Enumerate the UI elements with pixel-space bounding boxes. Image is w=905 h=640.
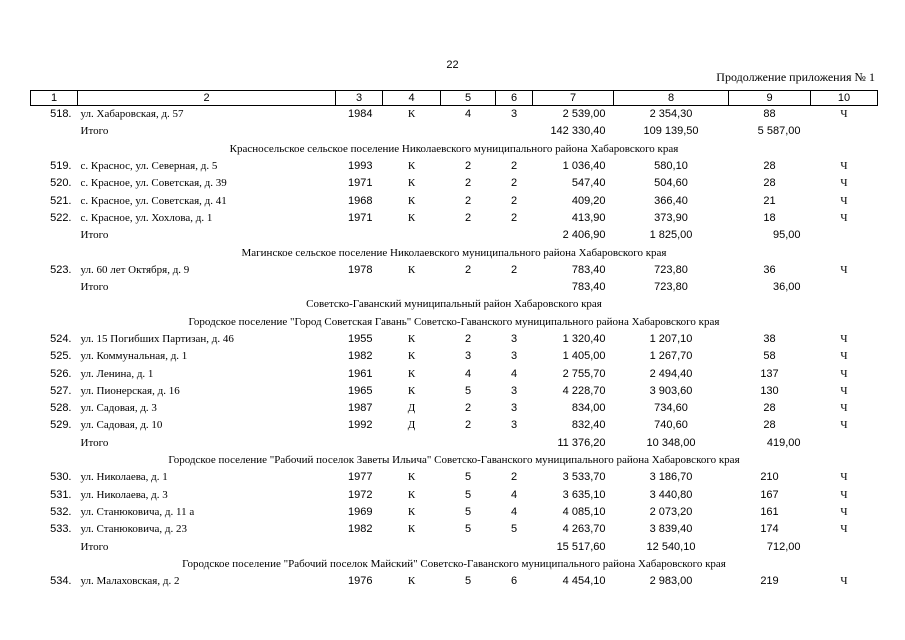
living-area: 109 139,50	[643, 125, 699, 138]
row-number: 521.	[50, 194, 72, 207]
row-number: 529.	[50, 419, 72, 432]
row-number: 532.	[50, 505, 72, 518]
total-area: 2 755,70	[562, 367, 606, 380]
ownership-flag	[811, 435, 878, 452]
total-label: Итого	[80, 229, 109, 242]
residents-count: 174	[760, 523, 779, 536]
ownership-flag: Ч	[840, 350, 848, 363]
section-heading	[31, 452, 878, 469]
entrances: 2	[510, 177, 518, 190]
year-built: 1993	[348, 160, 373, 173]
row-number: 530.	[50, 471, 72, 484]
table-row	[31, 400, 878, 417]
residents-count: 21	[763, 194, 776, 207]
year-built: 1977	[348, 471, 373, 484]
ownership-flag: Ч	[840, 108, 848, 121]
entrances: 4	[510, 505, 518, 518]
living-area: 740,60	[654, 419, 688, 432]
row-number: 526.	[50, 367, 72, 380]
total-area: 832,40	[571, 419, 606, 432]
living-area: 734,60	[654, 402, 688, 415]
section-title: Магинское сельское поселение Николаевского муниципального района Хабаровского края	[241, 246, 667, 259]
residents-count: 419,00	[766, 436, 801, 449]
table-body	[31, 91, 878, 591]
section-title: Городское поселение "Город Советская Гавань" Советско-Гаванского муниципального района Хабаровского края	[188, 315, 720, 328]
wall-material: К	[407, 108, 416, 121]
year-built: 1987	[348, 402, 373, 415]
entrances: 3	[510, 350, 518, 363]
year-built: 1965	[348, 384, 373, 397]
residents-count: 36,00	[772, 281, 801, 294]
table-row	[31, 417, 878, 434]
year-built	[336, 279, 383, 296]
table-row	[31, 331, 878, 348]
wall-material: К	[407, 384, 416, 397]
living-area: 1 207,10	[649, 333, 693, 345]
total-area: 1 405,00	[562, 350, 606, 363]
total-area: 413,90	[571, 211, 606, 224]
wall-material: К	[407, 177, 416, 190]
total-row	[31, 538, 878, 555]
wall-material: К	[407, 160, 416, 173]
total-area: 4 085,10	[562, 505, 606, 518]
wall-material	[383, 435, 441, 452]
wall-material: К	[407, 367, 416, 380]
wall-material	[383, 123, 441, 140]
page-number: 22	[446, 59, 459, 71]
year-built: 1961	[348, 367, 373, 380]
total-area: 783,40	[571, 281, 606, 294]
year-built: 1971	[348, 211, 373, 224]
address: ул. Ленина, д. 1	[80, 367, 154, 380]
residents-count: 28	[763, 419, 776, 432]
total-area: 2 406,90	[562, 229, 606, 242]
living-area: 504,60	[654, 177, 688, 190]
residents-count: 95,00	[772, 229, 801, 242]
living-area: 723,80	[654, 281, 688, 294]
ownership-flag: Ч	[840, 488, 848, 501]
floors	[441, 279, 496, 296]
wall-material: К	[407, 575, 416, 588]
floors: 5	[464, 471, 472, 484]
living-area: 2 494,40	[649, 367, 693, 380]
row-number: 519.	[50, 160, 72, 173]
address: ул. Николаева, д. 1	[80, 471, 168, 484]
year-built: 1984	[348, 108, 373, 121]
year-built	[336, 538, 383, 555]
wall-material: К	[407, 211, 416, 224]
year-built: 1971	[348, 177, 373, 190]
residents-count: 130	[760, 384, 779, 397]
ownership-flag: Ч	[840, 505, 848, 518]
total-area: 409,20	[571, 194, 606, 207]
total-area: 834,00	[571, 402, 606, 415]
address: ул. Николаева, д. 3	[80, 488, 168, 501]
living-area: 2 983,00	[649, 575, 693, 588]
col-header-5: 5	[441, 91, 496, 106]
entrances: 2	[510, 194, 518, 207]
floors: 5	[464, 523, 472, 536]
ownership-flag: Ч	[840, 402, 848, 415]
living-area: 12 540,10	[646, 540, 696, 553]
col-header-8: 8	[614, 91, 729, 106]
address: ул. 60 лет Октября, д. 9	[80, 263, 190, 276]
living-area: 3 440,80	[649, 488, 693, 501]
table-row	[31, 383, 878, 400]
ownership-flag: Ч	[840, 333, 848, 345]
floors: 2	[464, 263, 472, 276]
residents-count: 18	[763, 211, 776, 224]
total-area: 4 263,70	[562, 523, 606, 536]
floors: 2	[464, 177, 472, 190]
year-built: 1978	[348, 263, 373, 276]
address: ул. Пионерская, д. 16	[80, 384, 180, 397]
table-row	[31, 365, 878, 382]
ownership-flag: Ч	[840, 160, 848, 173]
entrances	[496, 227, 533, 244]
row-number: 518.	[50, 108, 72, 121]
living-area: 373,90	[654, 211, 688, 224]
entrances	[496, 123, 533, 140]
floors: 2	[464, 194, 472, 207]
floors: 4	[464, 108, 472, 121]
table-row	[31, 262, 878, 279]
wall-material: К	[407, 523, 416, 536]
total-row	[31, 123, 878, 140]
table-row	[31, 487, 878, 504]
floors: 5	[464, 505, 472, 518]
row-number: 525.	[50, 350, 72, 363]
residents-count: 58	[763, 350, 776, 363]
section-heading	[31, 296, 878, 313]
row-number	[31, 279, 78, 296]
ownership-flag	[811, 279, 878, 296]
wall-material: Д	[407, 402, 416, 415]
total-label: Итого	[80, 540, 109, 553]
residents-count: 36	[763, 263, 776, 276]
living-area: 1 267,70	[649, 350, 693, 363]
entrances: 3	[510, 419, 518, 432]
row-number	[31, 227, 78, 244]
section-heading	[31, 314, 878, 331]
wall-material: Д	[407, 419, 416, 432]
section-title: Красносельское сельское поселение Николаевского муниципального района Хабаровского края	[229, 142, 679, 155]
row-number: 534.	[50, 575, 72, 588]
floors	[441, 435, 496, 452]
entrances: 4	[510, 367, 518, 380]
living-area: 3 839,40	[649, 523, 693, 536]
floors: 5	[464, 384, 472, 397]
living-area: 580,10	[654, 160, 688, 173]
total-area: 4 228,70	[562, 384, 606, 397]
living-area: 3 903,60	[649, 384, 693, 397]
section-title: Городское поселение "Рабочий поселок Заветы Ильича" Советско-Гаванского муниципального района Хабаровского края	[168, 454, 740, 467]
living-area: 2 073,20	[649, 505, 693, 518]
wall-material: К	[407, 333, 416, 345]
floors: 5	[464, 575, 472, 588]
row-number	[31, 435, 78, 452]
row-number: 522.	[50, 211, 72, 224]
year-built: 1982	[348, 523, 373, 536]
wall-material: К	[407, 488, 416, 501]
entrances	[496, 538, 533, 555]
col-header-2: 2	[78, 91, 336, 106]
address: с. Красное, ул. Советская, д. 39	[80, 177, 227, 190]
residents-count: 167	[760, 488, 779, 501]
row-number: 520.	[50, 177, 72, 190]
total-area: 15 517,60	[556, 540, 606, 553]
table-row	[31, 175, 878, 192]
address: ул. Малаховская, д. 2	[80, 575, 180, 588]
total-area: 3 635,10	[562, 488, 606, 501]
address: с. Красное, ул. Хохлова, д. 1	[80, 211, 213, 224]
section-title: Городское поселение "Рабочий поселок Майский" Советско-Гаванского муниципального района Хабаровского края	[182, 557, 726, 570]
floors: 2	[464, 160, 472, 173]
living-area: 3 186,70	[649, 471, 693, 484]
residents-count: 210	[760, 471, 779, 484]
table-row	[31, 210, 878, 227]
total-area: 1 320,40	[562, 333, 606, 345]
total-label: Итого	[80, 281, 109, 294]
ownership-flag: Ч	[840, 177, 848, 190]
entrances: 6	[510, 575, 518, 588]
entrances: 3	[510, 108, 518, 121]
floors: 5	[464, 488, 472, 501]
table-row	[31, 469, 878, 486]
residents-count: 219	[760, 575, 779, 588]
col-header-4: 4	[383, 91, 441, 106]
residents-count: 28	[763, 402, 776, 415]
total-row	[31, 435, 878, 452]
floors: 3	[464, 350, 472, 363]
year-built: 1992	[348, 419, 373, 432]
total-row	[31, 279, 878, 296]
ownership-flag: Ч	[840, 263, 848, 276]
section-heading	[31, 556, 878, 573]
year-built: 1955	[348, 333, 373, 345]
table-row	[31, 348, 878, 365]
col-header-9: 9	[729, 91, 811, 106]
col-header-6: 6	[496, 91, 533, 106]
continuation-note: Продолжение приложения № 1	[716, 70, 875, 84]
address: ул. Станюковича, д. 11 а	[80, 505, 195, 518]
col-header-1: 1	[31, 91, 78, 106]
col-header-10: 10	[811, 91, 878, 106]
section-heading	[31, 141, 878, 158]
table-row	[31, 521, 878, 538]
col-header-7: 7	[533, 91, 614, 106]
total-row	[31, 227, 878, 244]
residents-count: 137	[760, 367, 779, 380]
section-heading	[31, 244, 878, 261]
entrances: 2	[510, 471, 518, 484]
floors	[441, 227, 496, 244]
floors: 2	[464, 211, 472, 224]
entrances: 2	[510, 211, 518, 224]
floors	[441, 123, 496, 140]
address: ул. 15 Погибших Партизан, д. 46	[80, 333, 234, 345]
address: ул. Садовая, д. 3	[80, 402, 157, 415]
ownership-flag: Ч	[840, 523, 848, 536]
ownership-flag	[811, 538, 878, 555]
row-number: 533.	[50, 523, 72, 536]
ownership-flag: Ч	[840, 367, 848, 380]
address: ул. Станюковича, д. 23	[80, 523, 188, 536]
address: ул. Садовая, д. 10	[80, 419, 163, 432]
wall-material	[383, 227, 441, 244]
entrances	[496, 435, 533, 452]
entrances: 2	[510, 263, 518, 276]
residents-count: 38	[763, 333, 776, 345]
residents-count: 5 587,00	[757, 125, 801, 138]
total-label: Итого	[80, 436, 109, 449]
ownership-flag: Ч	[840, 194, 848, 207]
address: ул. Коммунальная, д. 1	[80, 350, 188, 363]
total-area: 547,40	[571, 177, 606, 190]
table-row	[31, 192, 878, 209]
ownership-flag: Ч	[840, 471, 848, 484]
ownership-flag: Ч	[840, 419, 848, 432]
living-area: 2 354,30	[649, 108, 693, 121]
wall-material	[383, 538, 441, 555]
total-area: 4 454,10	[562, 575, 606, 588]
row-number: 524.	[50, 333, 72, 345]
row-number	[31, 538, 78, 555]
ownership-flag	[811, 227, 878, 244]
table-row	[31, 158, 878, 175]
row-number: 523.	[50, 263, 72, 276]
year-built	[336, 435, 383, 452]
floors: 2	[464, 333, 472, 345]
residents-count: 28	[763, 160, 776, 173]
section-title: Советско-Гаванский муниципальный район Хабаровского края	[306, 298, 602, 311]
floors: 4	[464, 367, 472, 380]
table-row	[31, 573, 878, 590]
wall-material: К	[407, 350, 416, 363]
total-area: 2 539,00	[562, 108, 606, 121]
wall-material: К	[407, 471, 416, 484]
floors: 2	[464, 402, 472, 415]
entrances: 2	[510, 160, 518, 173]
table-header-row	[31, 91, 878, 106]
living-area: 366,40	[654, 194, 688, 207]
residents-count: 161	[760, 505, 779, 518]
entrances: 5	[510, 523, 518, 536]
table-row	[31, 504, 878, 521]
row-number	[31, 123, 78, 140]
wall-material	[383, 279, 441, 296]
total-label: Итого	[80, 125, 109, 138]
year-built: 1969	[348, 505, 373, 518]
row-number: 531.	[50, 488, 72, 501]
total-area: 783,40	[571, 263, 606, 276]
ownership-flag: Ч	[840, 384, 848, 397]
floors	[441, 538, 496, 555]
ownership-flag	[811, 123, 878, 140]
residents-count: 28	[763, 177, 776, 190]
living-area: 1 825,00	[649, 229, 693, 242]
wall-material: К	[407, 194, 416, 207]
address: с. Краснос, ул. Северная, д. 5	[80, 160, 218, 173]
living-area: 10 348,00	[646, 436, 696, 449]
year-built	[336, 123, 383, 140]
entrances	[496, 279, 533, 296]
address: ул. Хабаровская, д. 57	[80, 108, 184, 121]
total-area: 11 376,20	[557, 436, 606, 449]
residents-count: 712,00	[766, 540, 801, 553]
address: с. Красное, ул. Советская, д. 41	[80, 194, 227, 207]
wall-material: К	[407, 263, 416, 276]
wall-material: К	[407, 505, 416, 518]
ownership-flag: Ч	[840, 575, 848, 588]
col-header-3: 3	[336, 91, 383, 106]
year-built	[336, 227, 383, 244]
table-row	[31, 106, 878, 124]
entrances: 4	[510, 488, 518, 501]
total-area: 1 036,40	[562, 160, 606, 173]
housing-table	[30, 90, 878, 590]
year-built: 1976	[348, 575, 373, 588]
row-number: 527.	[50, 384, 72, 397]
year-built: 1972	[348, 488, 373, 501]
year-built: 1968	[348, 194, 373, 207]
row-number: 528.	[50, 402, 72, 415]
entrances: 3	[510, 402, 518, 415]
floors: 2	[464, 419, 472, 432]
total-area: 142 330,40	[550, 125, 606, 138]
entrances: 3	[510, 333, 518, 345]
residents-count: 88	[763, 108, 776, 121]
total-area: 3 533,70	[562, 471, 606, 484]
ownership-flag: Ч	[840, 211, 848, 224]
living-area: 723,80	[654, 263, 688, 276]
year-built: 1982	[348, 350, 373, 363]
entrances: 3	[510, 384, 518, 397]
